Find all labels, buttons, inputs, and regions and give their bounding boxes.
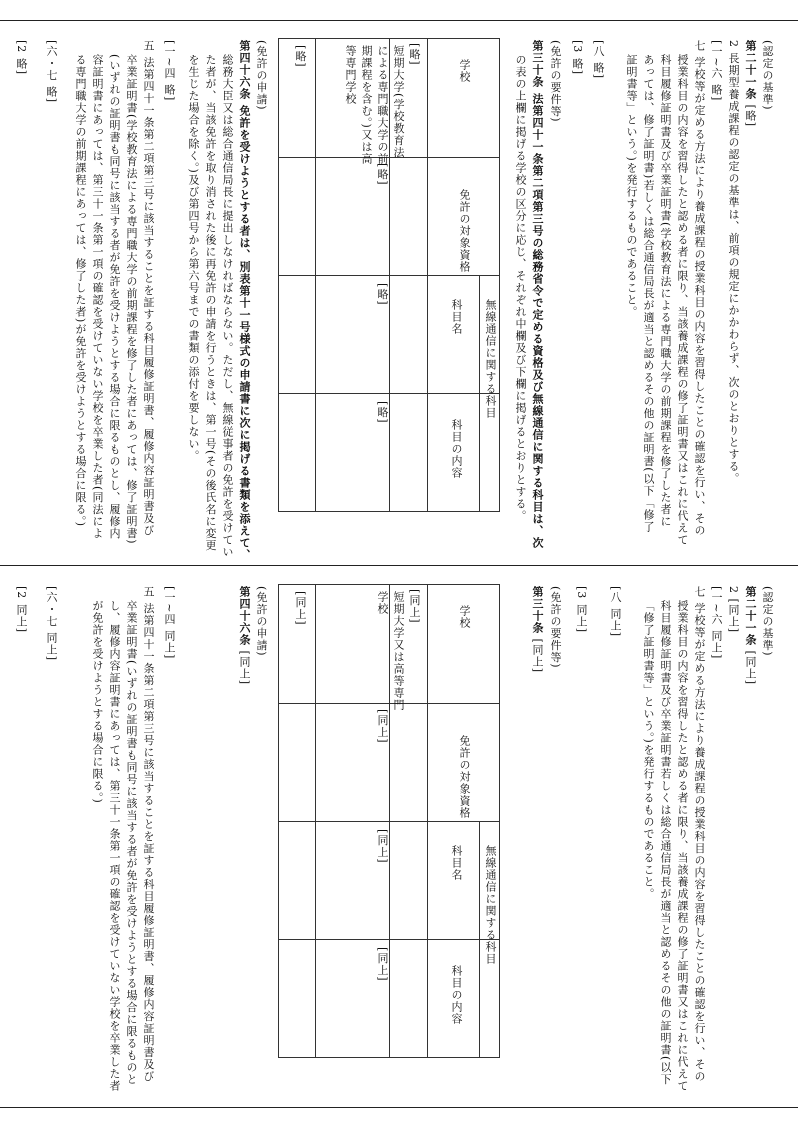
middle-rule bbox=[0, 565, 798, 566]
prev-table-row3-school: [同上] bbox=[294, 591, 307, 626]
prev-table-row2-school-line2: 学校 bbox=[376, 591, 389, 615]
art46-heading: (免許の申請) bbox=[255, 40, 268, 111]
table-header-qualification: 免許の対象資格 bbox=[458, 189, 471, 273]
prev-table-header-subject-content: 科目の内容 bbox=[450, 965, 463, 1025]
prev-art46-title-line bbox=[237, 586, 251, 685]
prev-art46-item5-line4: が免許を受けようとする場合に限る。) bbox=[91, 600, 104, 804]
art21-paragraph3: [3 略] bbox=[571, 40, 584, 76]
prev-table-row1-school: [同上] bbox=[408, 589, 421, 624]
table-row2-school-line1: 短期大学(学校教育法 bbox=[392, 45, 405, 159]
table-row2-school-line3: 期課程を含む。)又は高 bbox=[360, 45, 373, 165]
art46-line3: た者が、当該免許を取り消された後に再免許の申請を行うときは、第一号(その後氏名に変更 bbox=[204, 54, 217, 552]
prev-art46-items1-4: [一~四 同上] bbox=[163, 586, 176, 660]
qualification-table bbox=[278, 38, 500, 512]
current-provisions-panel bbox=[8, 24, 790, 560]
table-header-subject-content: 科目の内容 bbox=[450, 419, 463, 479]
art21-paragraph2: 2 長期型養成課程の認定の基準は、前項の規定にかかわらず、次のとおりとする。 bbox=[727, 40, 740, 485]
prev-table-header-subjects: 無線通信に関する科目 bbox=[484, 845, 497, 965]
table-row2-school-line2: による専門職大学の前 bbox=[376, 45, 389, 165]
prev-art21-heading: (認定の基準) bbox=[761, 586, 774, 657]
art46-item5-line1: 五 法第四十一条第二項第三号に該当することを証する科目履修証明書、履修内容証明書及び bbox=[142, 40, 155, 537]
table-row2-subject-name: [略] bbox=[376, 283, 389, 306]
prev-art21-paragraph2: 2 [同上] bbox=[727, 586, 740, 634]
art46-item5-line2: 卒業証明書(学校教育法による専門職大学の前期課程を修了した者にあっては、修了証明書) bbox=[125, 54, 138, 545]
prev-table-header-school: 学校 bbox=[458, 605, 471, 629]
art21-item7-line3: 科目履修証明書及び卒業証明書(学校教育法による専門職大学の前期課程を修了した者に bbox=[659, 54, 672, 528]
prev-table-row2-subject-content: [同上] bbox=[376, 947, 389, 982]
art46-item5-line3: (いずれの証明書も同号に該当する者が免許を受けようとする場合に限るものとし、履修内 bbox=[108, 54, 121, 540]
art46-paragraph2: [2 略] bbox=[15, 40, 28, 76]
art21-item7-line5: 証明書等」という。)を発行するものであること。 bbox=[625, 54, 638, 318]
art46-items6-7: [六・七 略] bbox=[45, 40, 58, 104]
prev-art21-title: 第二十一条 bbox=[744, 586, 757, 646]
art30-line1 bbox=[530, 40, 544, 549]
prev-art46-item5-line3: し、履修内容証明書にあっては、第三十一条第一項の確認を受けていない学校を卒業した者 bbox=[108, 600, 121, 1092]
prev-art30-title: 第三十条 bbox=[531, 586, 544, 634]
art21-item7-line1: 七 学校等が定める方法により養成課程の授業科目の内容を習得したことの確認を行い、その bbox=[693, 40, 706, 537]
prev-art21-item7-line2: 授業科目の内容を習得したと認める者に限り、当該養成課程の修了証明書又はこれに代えて bbox=[676, 600, 689, 1092]
prev-art21-item8: [八 同上] bbox=[609, 586, 622, 638]
art30-line2: の表の上欄に掲げる学校の区分に応じ、それぞれ中欄及び下欄に掲げるとおりとする。 bbox=[514, 54, 527, 522]
prev-art21-paragraph3: [3 同上] bbox=[575, 586, 588, 634]
art46-line4: を生じた場合を除く。)及び第四号から第六号までの書類の添付を要しない。 bbox=[187, 54, 200, 462]
prev-qualification-table bbox=[278, 584, 500, 1058]
art46-item5-line4: 容証明書にあっては、第三十一条第一項の確認を受けていない学校を卒業した者(同法によ bbox=[91, 54, 104, 540]
prev-table-header-subject-name: 科目名 bbox=[450, 845, 463, 881]
previous-provisions-panel bbox=[8, 570, 790, 1102]
prev-art46-title: 第四十六条 bbox=[238, 586, 251, 646]
art21-heading: (認定の基準) bbox=[761, 40, 774, 111]
art21-items1-6: [一~六 略] bbox=[710, 40, 723, 102]
prev-table-row2-subject-name: [同上] bbox=[376, 829, 389, 864]
art21-title-line bbox=[743, 40, 757, 127]
table-row2-qualification: [略] bbox=[376, 163, 389, 186]
prev-art46-item5-line1: 五 法第四十一条第二項第三号に該当することを証する科目履修証明書、履修内容証明書及び bbox=[142, 586, 155, 1083]
prev-art46-items6-7: [六・七 同上] bbox=[45, 586, 58, 662]
prev-table-row2-qualification: [同上] bbox=[376, 709, 389, 744]
bottom-rule bbox=[0, 1107, 798, 1108]
prev-art21-text: [同上] bbox=[744, 650, 757, 686]
art46-items1-4: [一~四 略] bbox=[163, 40, 176, 102]
table-row2-school-line4: 等専門学校 bbox=[344, 45, 357, 105]
table-row1-school: [略] bbox=[408, 43, 421, 66]
prev-art30-text: [同上] bbox=[531, 638, 544, 674]
table-header-school: 学校 bbox=[458, 59, 471, 83]
art46-text-1: 第四十六条 免許を受けようとする者は、別表第十一号様式の申請書に次に掲げる書類を添えて、 bbox=[238, 40, 251, 561]
art21-text: [略] bbox=[744, 104, 757, 128]
top-rule bbox=[0, 20, 798, 21]
prev-art21-item7-line1: 七 学校等が定める方法により養成課程の授業科目の内容を習得したことの確認を行い、その bbox=[693, 586, 706, 1083]
prev-art46-text: [同上] bbox=[238, 650, 251, 686]
prev-table-header-qualification: 免許の対象資格 bbox=[458, 735, 471, 819]
prev-art21-title-line bbox=[743, 586, 757, 685]
prev-art46-heading: (免許の申請) bbox=[255, 586, 268, 657]
table-header-subject-name: 科目名 bbox=[450, 299, 463, 335]
art46-line2: 総務大臣又は総合通信局長に提出しなければならない。ただし、無線従事者の免許を受けてい bbox=[221, 54, 234, 558]
prev-art30-title-line bbox=[530, 586, 544, 673]
prev-art30-heading: (免許の要件等) bbox=[549, 586, 562, 669]
art46-line1 bbox=[237, 40, 251, 561]
art30-text-1: 第三十条 法第四十一条第二項第三号の総務省令で定める資格及び無線通信に関する科目は、次 bbox=[531, 40, 544, 549]
art21-item8: [八 略] bbox=[592, 40, 605, 80]
prev-art21-item7-line4: 「修了証明書等」という。)を発行するものであること。 bbox=[642, 600, 655, 900]
prev-art46-item5-line2: 卒業証明書(いずれの証明書も同号に該当する者が免許を受けようとする場合に限るものと bbox=[125, 600, 138, 1086]
table-header-subjects: 無線通信に関する科目 bbox=[484, 299, 497, 419]
art21-title: 第二十一条 bbox=[744, 40, 757, 100]
art21-item7-line2: 授業科目の内容を習得したと認める者に限り、当該養成課程の修了証明書又はこれに代えて bbox=[676, 54, 689, 546]
art30-heading: (免許の要件等) bbox=[549, 40, 562, 123]
art21-item7-line4: あっては、修了証明書)若しくは総合通信局長が適当と認めるその他の証明書(以下「修了 bbox=[642, 54, 655, 533]
table-row2-subject-content: [略] bbox=[376, 401, 389, 424]
art46-item5-line5: る専門職大学の前期課程にあっては、修了した者)が免許を受けようとする場合に限る。) bbox=[74, 54, 87, 528]
prev-table-row2-school-line1: 短期大学又は高等専門 bbox=[392, 591, 405, 711]
prev-art21-items1-6: [一~六 同上] bbox=[710, 586, 723, 660]
table-row3-school: [略] bbox=[294, 45, 307, 68]
prev-art21-item7-line3: 科目履修証明書及び卒業証明書若しくは総合通信局長が適当と認めるその他の証明書(以下 bbox=[659, 600, 672, 1086]
prev-art46-paragraph2: [2 同上] bbox=[15, 586, 28, 634]
